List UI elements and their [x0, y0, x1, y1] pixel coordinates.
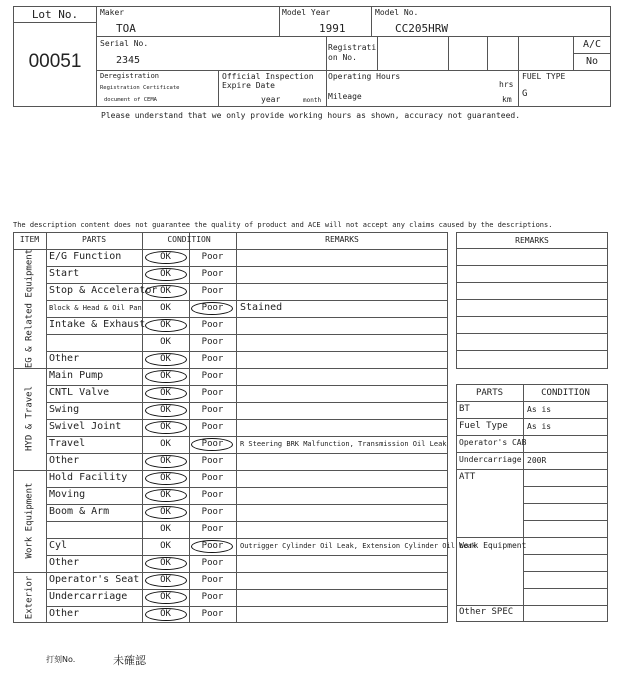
item-header: ITEM: [19, 235, 40, 244]
ok-option: OK: [160, 507, 171, 517]
remark-text: Stained: [240, 302, 283, 313]
part-name: Cyl: [49, 540, 68, 551]
ok-circle-mark: [145, 608, 187, 621]
month-label: month: [303, 97, 322, 104]
inspection-label: Official Inspection Expire Date: [222, 72, 314, 90]
row-divider: [46, 538, 448, 539]
poor-circle-mark: [191, 302, 233, 315]
row-divider: [46, 402, 448, 403]
poor-option: Poor: [201, 541, 224, 551]
right-condition-header: CONDITION: [541, 388, 590, 398]
part-name: Swing: [49, 404, 80, 415]
poor-option: Poor: [201, 592, 224, 602]
part-name: CNTL Valve: [49, 387, 110, 398]
registration-certificate-label: Registration Certificate: [100, 85, 180, 91]
poor-option: Poor: [201, 337, 224, 347]
right-row-divider: [456, 418, 608, 419]
att-label: ATT: [459, 472, 476, 482]
ok-option: OK: [160, 303, 171, 313]
column-divider: [46, 232, 47, 623]
group-label: Exterior: [24, 575, 34, 619]
ok-circle-mark: [145, 319, 187, 332]
row-divider: [46, 487, 448, 488]
part-name: Other: [49, 557, 80, 568]
part-name: Moving: [49, 489, 86, 500]
ok-option: OK: [160, 422, 171, 432]
group-label: Work Equipment: [24, 482, 34, 559]
year-label: year: [261, 95, 281, 104]
other-spec-label: Other SPEC: [459, 607, 514, 617]
row-divider: [46, 555, 448, 556]
part-name: Boom & Arm: [49, 506, 110, 517]
ok-circle-mark: [145, 557, 187, 570]
parts-header: PARTS: [81, 235, 107, 244]
row-divider: [46, 436, 448, 437]
poor-option: Poor: [201, 286, 224, 296]
row-divider: [46, 453, 448, 454]
group-label: EG & Related Equipment: [24, 248, 34, 368]
part-name: Other: [49, 455, 80, 466]
row-divider: [46, 572, 448, 573]
right-parts-header: PARTS: [475, 388, 504, 398]
poor-circle-mark: [191, 540, 233, 553]
poor-option: Poor: [201, 558, 224, 568]
part-name: Swivel Joint: [49, 421, 122, 432]
lot-no-label: Lot No.: [31, 8, 79, 21]
poor-option: Poor: [201, 439, 224, 449]
row-divider: [46, 419, 448, 420]
maker-value: TOA: [116, 22, 136, 35]
row-divider: [46, 334, 448, 335]
right-part-name: Fuel Type: [459, 421, 508, 431]
poor-option: Poor: [201, 371, 224, 381]
row-divider: [46, 470, 448, 471]
poor-option: Poor: [201, 456, 224, 466]
work-equipment-label: Work Equipment: [459, 541, 527, 550]
deregistration-label: Deregistration: [100, 72, 160, 80]
ok-option: OK: [160, 405, 171, 415]
km-label: km: [502, 95, 512, 104]
poor-option: Poor: [201, 320, 224, 330]
serial-no-value: 2345: [116, 55, 141, 66]
ok-circle-mark: [145, 268, 187, 281]
part-name: Undercarriage: [49, 591, 128, 602]
poor-option: Poor: [201, 507, 224, 517]
row-divider: [46, 504, 448, 505]
model-no-label: Model No.: [375, 8, 419, 17]
ok-option: OK: [160, 592, 171, 602]
right-part-name: Undercarriage: [459, 455, 522, 464]
row-divider: [46, 317, 448, 318]
ok-option: OK: [160, 269, 171, 279]
poor-option: Poor: [201, 609, 224, 619]
hours-notice: Please understand that we only provide working hours as shown, accuracy not guaranteed.: [101, 111, 521, 120]
part-name: Hold Facility: [49, 472, 128, 483]
remark-text: R Steering BRK Malfunction, Transmission Oil Leak: [240, 440, 447, 448]
part-name: Start: [49, 268, 80, 279]
part-name: Travel: [49, 438, 86, 449]
ok-option: OK: [160, 473, 171, 483]
part-name: Intake & Exhaust: [49, 319, 146, 330]
ok-option: OK: [160, 439, 171, 449]
ok-circle-mark: [145, 489, 187, 502]
model-year-value: 1991: [319, 22, 346, 35]
poor-option: Poor: [201, 575, 224, 585]
registration-label: Registrati on No.: [328, 43, 377, 62]
right-condition-value: As is: [527, 422, 552, 431]
poor-option: Poor: [201, 354, 224, 364]
right-row-divider: [456, 435, 608, 436]
poor-option: Poor: [201, 303, 224, 313]
stamp-label: 打刻No.: [46, 655, 76, 664]
maker-label: Maker: [100, 8, 125, 17]
part-name: Block & Head & Oil Pan: [49, 304, 142, 312]
poor-option: Poor: [201, 388, 224, 398]
row-divider: [46, 521, 448, 522]
ok-option: OK: [160, 371, 171, 381]
poor-option: Poor: [201, 422, 224, 432]
ok-circle-mark: [145, 591, 187, 604]
serial-no-label: Serial No.: [100, 39, 149, 48]
disclaimer: The description content does not guarantee the quality of product and ACE will not accept any claims caused by the descriptions.: [13, 221, 553, 229]
ok-circle-mark: [145, 353, 187, 366]
right-remarks-header: REMARKS: [515, 236, 549, 245]
right-remarks-box: [456, 232, 608, 369]
row-divider: [46, 385, 448, 386]
column-divider: [236, 232, 237, 623]
part-name: E/G Function: [49, 251, 122, 262]
poor-option: Poor: [201, 405, 224, 415]
ok-option: OK: [160, 541, 171, 551]
cema-document-label: document of CEMA: [104, 97, 157, 103]
poor-option: Poor: [201, 524, 224, 534]
header-divider: [13, 249, 448, 250]
remarks-header: REMARKS: [325, 235, 359, 244]
right-part-name: Operator's CAB: [459, 438, 527, 447]
ok-option: OK: [160, 490, 171, 500]
ok-option: OK: [160, 575, 171, 585]
right-part-name: BT: [459, 404, 470, 414]
ok-circle-mark: [145, 574, 187, 587]
part-name: Operator's Seat: [49, 574, 140, 585]
right-condition-value: As is: [527, 405, 552, 414]
right-condition-value: 200R: [527, 456, 547, 465]
ok-option: OK: [160, 388, 171, 398]
row-divider: [46, 283, 448, 284]
part-name: Other: [49, 608, 80, 619]
row-divider: [46, 368, 448, 369]
ok-circle-mark: [145, 285, 187, 298]
fuel-type-value: G: [522, 89, 528, 99]
poor-option: Poor: [201, 490, 224, 500]
ok-option: OK: [160, 286, 171, 296]
part-name: Main Pump: [49, 370, 104, 381]
ok-option: OK: [160, 456, 171, 466]
ok-circle-mark: [145, 404, 187, 417]
ok-option: OK: [160, 609, 171, 619]
row-divider: [46, 606, 448, 607]
mileage-label: Mileage: [328, 92, 362, 101]
model-year-label: Model Year: [282, 8, 331, 17]
ok-option: OK: [160, 337, 171, 347]
poor-option: Poor: [201, 252, 224, 262]
remark-text: Outrigger Cylinder Oil Leak, Extension Cylinder Oil Leak: [240, 542, 477, 550]
hrs-label: hrs: [499, 80, 514, 89]
ok-option: OK: [160, 320, 171, 330]
ok-circle-mark: [145, 472, 187, 485]
ok-circle-mark: [145, 455, 187, 468]
ok-option: OK: [160, 558, 171, 568]
ac-label: A/C: [582, 39, 602, 50]
ok-circle-mark: [145, 387, 187, 400]
poor-option: Poor: [201, 269, 224, 279]
row-divider: [46, 300, 448, 301]
row-divider: [46, 351, 448, 352]
part-name: Other: [49, 353, 80, 364]
group-label: HYD & Travel: [24, 385, 34, 452]
right-row-divider: [456, 452, 608, 453]
ac-value: No: [585, 56, 599, 67]
stamp-value: 未確認: [113, 654, 146, 667]
ok-option: OK: [160, 524, 171, 534]
condition-header: CONDITION: [167, 235, 211, 244]
poor-circle-mark: [191, 438, 233, 451]
ok-circle-mark: [145, 421, 187, 434]
lot-no-value: 00051: [28, 51, 82, 72]
model-no-value: CC205HRW: [395, 22, 448, 35]
poor-option: Poor: [201, 473, 224, 483]
operating-hours-label: Operating Hours: [328, 72, 401, 81]
fuel-type-label: FUEL TYPE: [522, 72, 566, 81]
part-name: Stop & Accelerator: [49, 285, 158, 296]
ok-circle-mark: [145, 251, 187, 264]
row-divider: [46, 266, 448, 267]
row-divider: [46, 589, 448, 590]
ok-circle-mark: [145, 506, 187, 519]
ok-circle-mark: [145, 370, 187, 383]
ok-option: OK: [160, 354, 171, 364]
ok-option: OK: [160, 252, 171, 262]
